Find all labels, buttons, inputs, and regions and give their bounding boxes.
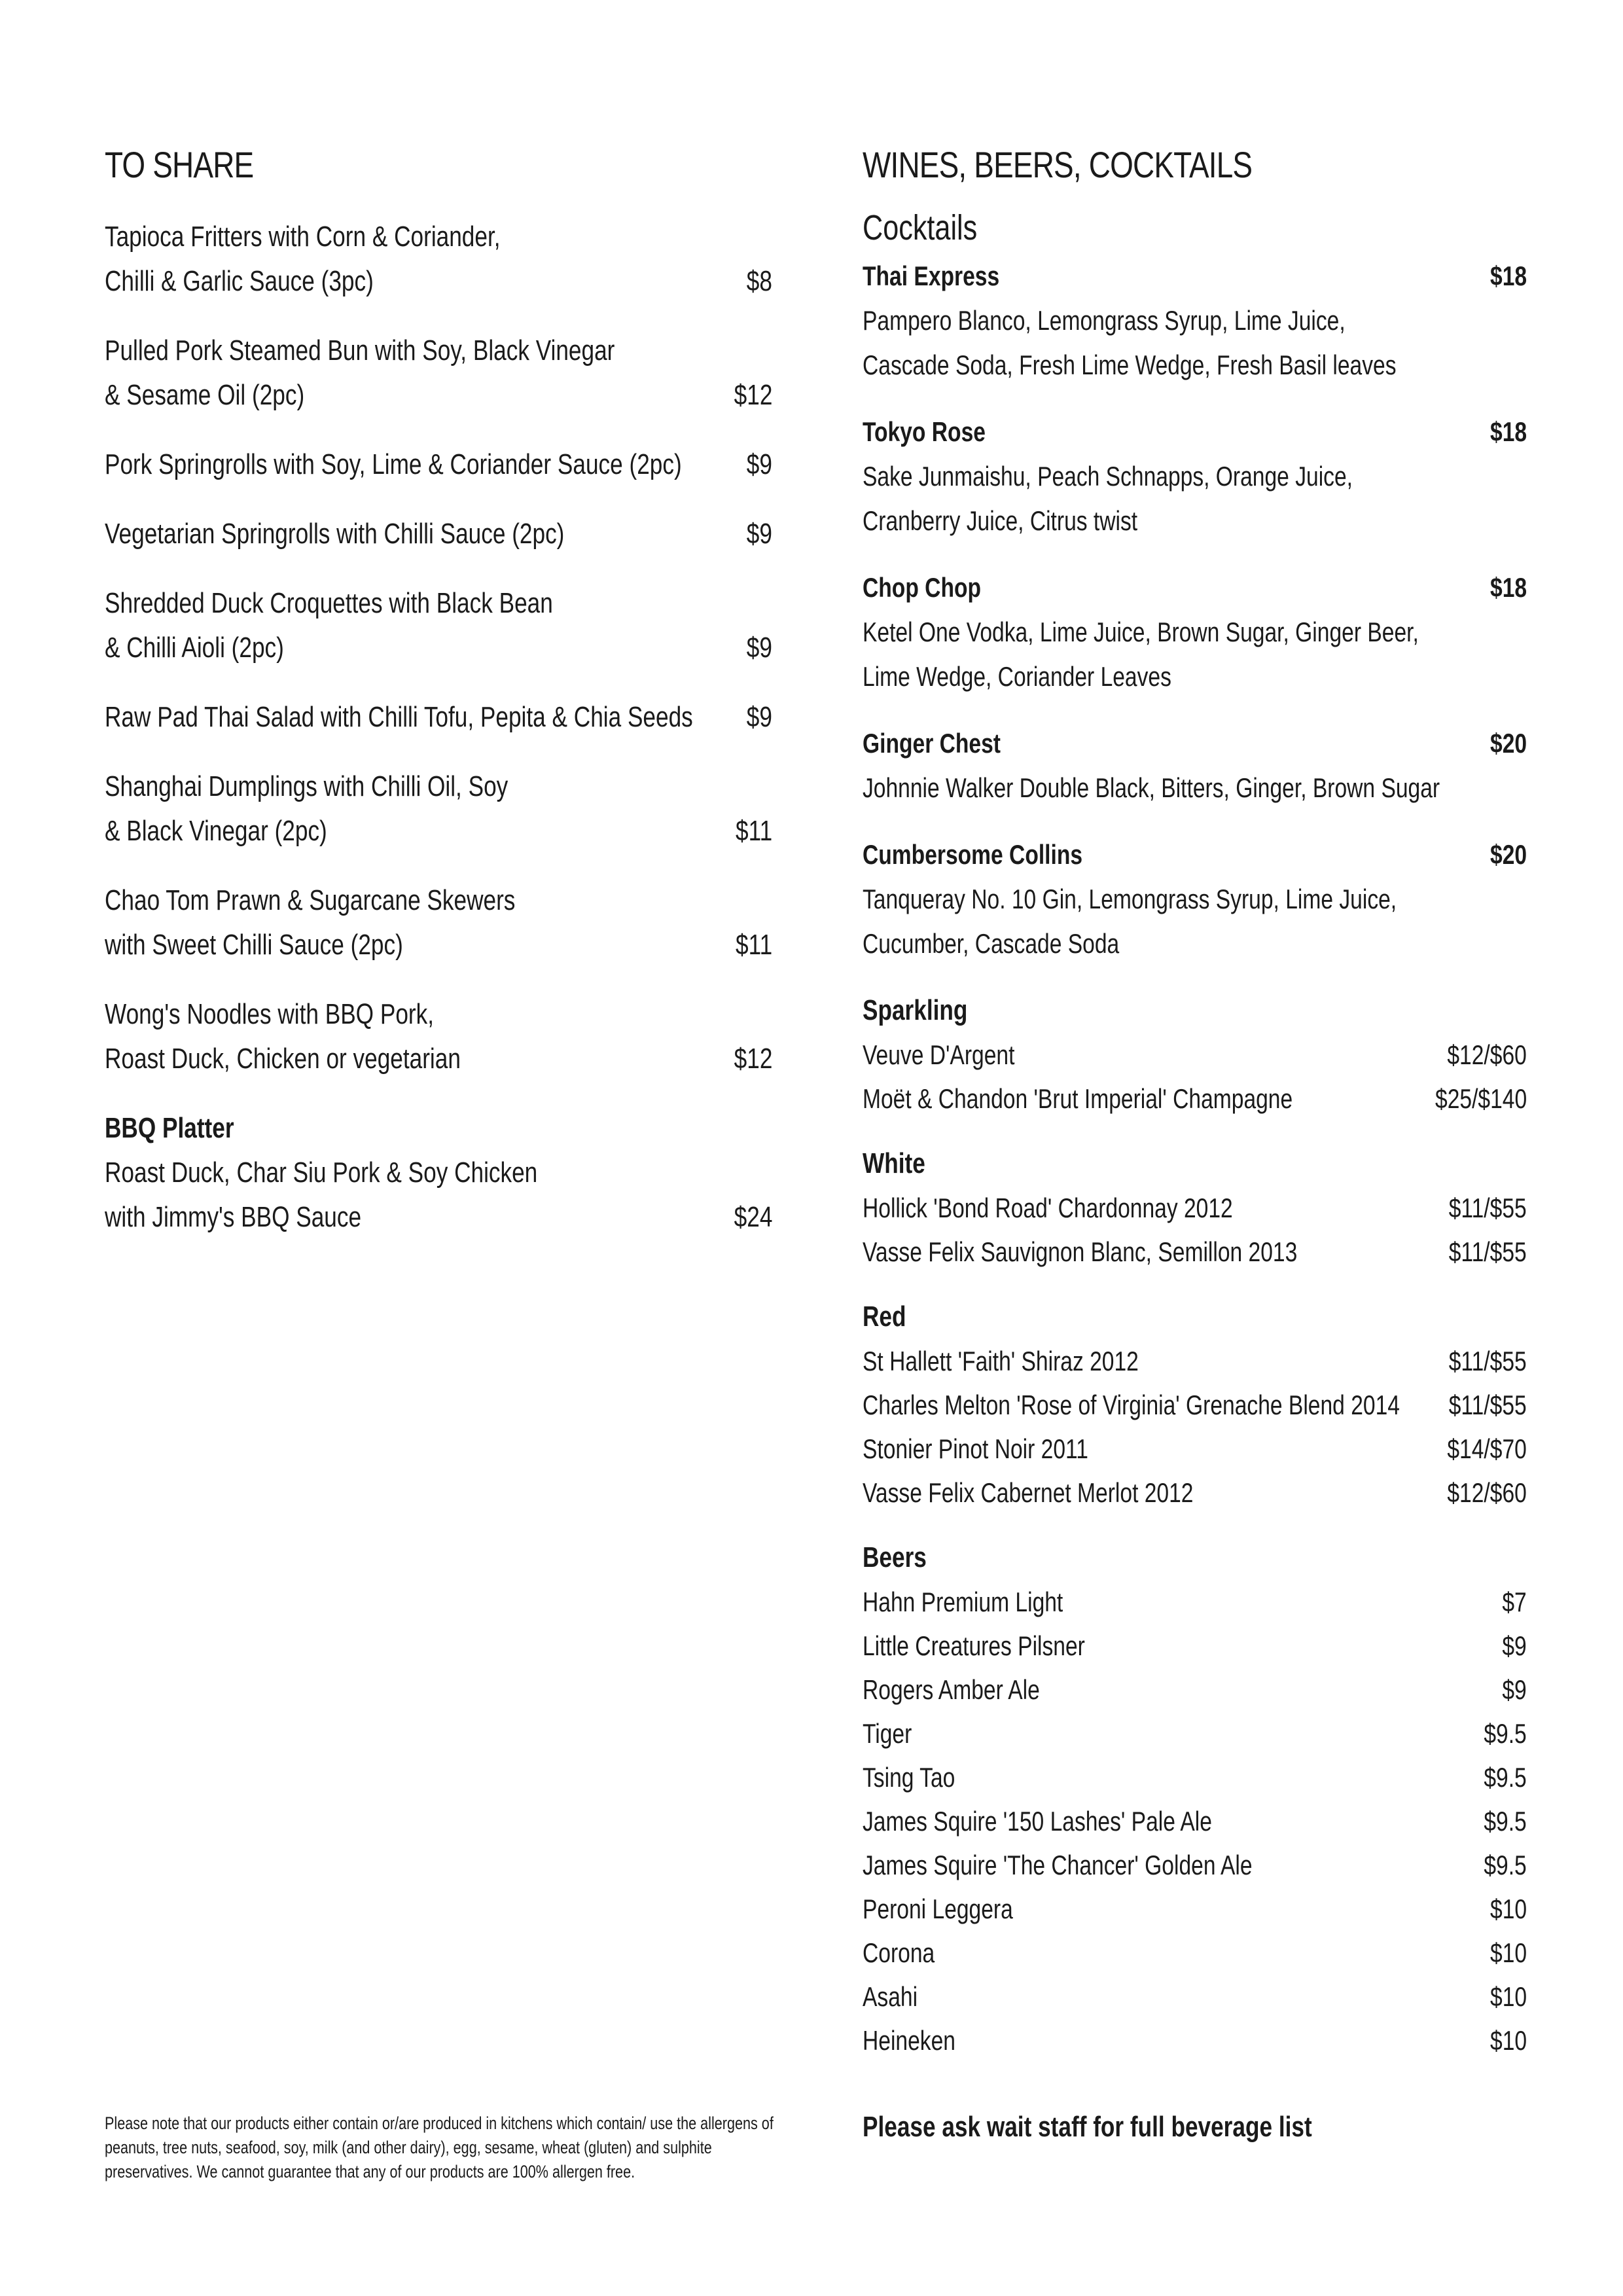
drink-row bbox=[863, 1755, 1527, 1799]
menu-item-price: $9 bbox=[746, 518, 772, 550]
drink-row bbox=[863, 1230, 1527, 1274]
drink-name: James Squire 'The Chancer' Golden Ale bbox=[863, 1850, 1253, 1881]
cocktail-item bbox=[863, 410, 1527, 543]
drink-price: $11/$55 bbox=[1449, 1390, 1527, 1421]
drink-row bbox=[863, 1668, 1527, 1712]
cocktail-name-row bbox=[863, 565, 1527, 610]
beverage-note: Please ask wait staff for full beverage list bbox=[863, 2111, 1312, 2143]
menu-item bbox=[105, 581, 772, 670]
cocktail-description: Cascade Soda, Fresh Lime Wedge, Fresh Basil leaves bbox=[863, 350, 1397, 381]
drink-row bbox=[863, 2018, 1527, 2062]
menu-item-price: $8 bbox=[746, 265, 772, 298]
cocktail-name: Tokyo Rose bbox=[863, 416, 986, 448]
drink-price: $11/$55 bbox=[1449, 1193, 1527, 1224]
drink-price: $11/$55 bbox=[1449, 1346, 1527, 1377]
drink-row bbox=[863, 1887, 1527, 1931]
drink-row bbox=[863, 1033, 1527, 1077]
menu-item-text: Pork Springrolls with Soy, Lime & Coriander Sauce (2pc) bbox=[105, 448, 682, 481]
drink-row bbox=[863, 1975, 1527, 2018]
drinks-section bbox=[863, 144, 1527, 2083]
drink-group-title: Red bbox=[863, 1300, 906, 1333]
drink-price: $9.5 bbox=[1484, 1762, 1527, 1793]
menu-item-price: $12 bbox=[734, 1043, 772, 1075]
cocktail-item bbox=[863, 565, 1527, 699]
cocktail-list bbox=[863, 254, 1527, 966]
menu-item bbox=[105, 695, 772, 740]
drink-price: $9.5 bbox=[1484, 1850, 1527, 1881]
drink-price: $11/$55 bbox=[1449, 1236, 1527, 1268]
menu-item-text: Roast Duck, Chicken or vegetarian bbox=[105, 1043, 461, 1075]
drink-group bbox=[863, 1295, 1527, 1515]
menu-item-text: Roast Duck, Char Siu Pork & Soy Chicken bbox=[105, 1157, 538, 1189]
drink-groups bbox=[863, 988, 1527, 2062]
cocktail-price: $18 bbox=[1489, 416, 1527, 448]
drink-name: Vasse Felix Sauvignon Blanc, Semillon 2013 bbox=[863, 1236, 1298, 1268]
drink-price: $12/$60 bbox=[1447, 1477, 1527, 1509]
drink-name: Hahn Premium Light bbox=[863, 1587, 1063, 1618]
drink-name: St Hallett 'Faith' Shiraz 2012 bbox=[863, 1346, 1139, 1377]
cocktail-name-row bbox=[863, 410, 1527, 454]
menu-item-text: Shanghai Dumplings with Chilli Oil, Soy bbox=[105, 770, 508, 803]
menu-item-text: Pulled Pork Steamed Bun with Soy, Black Vinegar bbox=[105, 334, 615, 367]
menu-item bbox=[105, 215, 772, 304]
menu-item bbox=[105, 764, 772, 853]
cocktail-price: $20 bbox=[1489, 839, 1527, 870]
cocktail-price: $18 bbox=[1489, 572, 1527, 603]
cocktail-description: Pampero Blanco, Lemongrass Syrup, Lime Juice, bbox=[863, 305, 1346, 336]
menu-item-price: $9 bbox=[746, 448, 772, 481]
drink-name: Peroni Leggera bbox=[863, 1893, 1013, 1925]
drink-price: $25/$140 bbox=[1435, 1083, 1527, 1115]
menu-item bbox=[105, 878, 772, 967]
cocktail-description: Ketel One Vodka, Lime Juice, Brown Sugar, Ginger Beer, bbox=[863, 617, 1419, 648]
drink-row bbox=[863, 1427, 1527, 1471]
drink-price: $10 bbox=[1489, 1981, 1527, 2013]
allergen-note: Please note that our products either contain or/are produced in kitchens which contain/ use the allergens of peanuts, tree nuts, seafood, soy, milk (and other dairy), egg, sesame, wheat (gluten) and sulphite preservatives. We cannot guarantee that any of our products are 100% allergen free. bbox=[105, 2113, 774, 2181]
drink-name: Little Creatures Pilsner bbox=[863, 1630, 1085, 1662]
drink-name: Hollick 'Bond Road' Chardonnay 2012 bbox=[863, 1193, 1233, 1224]
drink-row bbox=[863, 1471, 1527, 1515]
menu-item-price: $12 bbox=[734, 379, 772, 412]
drink-price: $12/$60 bbox=[1447, 1039, 1527, 1071]
menu-item-text: Raw Pad Thai Salad with Chilli Tofu, Pepita & Chia Seeds bbox=[105, 701, 693, 734]
menu-item-text: Vegetarian Springrolls with Chilli Sauce (2pc) bbox=[105, 518, 565, 550]
drink-row bbox=[863, 1383, 1527, 1427]
drink-name: Tiger bbox=[863, 1718, 912, 1749]
drink-row bbox=[863, 1339, 1527, 1383]
cocktails-title: Cocktails bbox=[863, 208, 978, 248]
cocktail-name: Ginger Chest bbox=[863, 728, 1001, 759]
drink-price: $10 bbox=[1489, 1893, 1527, 1925]
menu-item-text: Chilli & Garlic Sauce (3pc) bbox=[105, 265, 374, 298]
drink-group bbox=[863, 1141, 1527, 1274]
menu-item-text: with Sweet Chilli Sauce (2pc) bbox=[105, 929, 403, 961]
cocktail-item bbox=[863, 833, 1527, 966]
menu-item-text: & Sesame Oil (2pc) bbox=[105, 379, 305, 412]
drink-price: $10 bbox=[1489, 1937, 1527, 1969]
cocktail-name-row bbox=[863, 721, 1527, 766]
drink-row bbox=[863, 1077, 1527, 1121]
drink-name: Heineken bbox=[863, 2025, 955, 2056]
menu-item bbox=[105, 1106, 772, 1240]
drink-name: Moët & Chandon 'Brut Imperial' Champagne bbox=[863, 1083, 1293, 1115]
menu-item-text: Shredded Duck Croquettes with Black Bean bbox=[105, 587, 553, 620]
drink-name: Corona bbox=[863, 1937, 935, 1969]
drink-price: $10 bbox=[1489, 2025, 1527, 2056]
drink-row bbox=[863, 1931, 1527, 1975]
cocktail-price: $18 bbox=[1489, 260, 1527, 292]
cocktail-name-row bbox=[863, 254, 1527, 298]
menu-item bbox=[105, 329, 772, 418]
drink-price: $9 bbox=[1502, 1630, 1527, 1662]
cocktail-name: Cumbersome Collins bbox=[863, 839, 1083, 870]
menu-item-price: $11 bbox=[735, 815, 772, 848]
menu-item-text: & Chilli Aioli (2pc) bbox=[105, 632, 284, 664]
drink-group-title: White bbox=[863, 1147, 925, 1180]
drinks-title: WINES, BEERS, COCKTAILS bbox=[863, 144, 1253, 185]
drink-name: Vasse Felix Cabernet Merlot 2012 bbox=[863, 1477, 1194, 1509]
cocktail-description: Cucumber, Cascade Soda bbox=[863, 928, 1120, 960]
drink-row bbox=[863, 1580, 1527, 1624]
drink-row bbox=[863, 1799, 1527, 1843]
drink-price: $14/$70 bbox=[1447, 1433, 1527, 1465]
drink-name: Tsing Tao bbox=[863, 1762, 955, 1793]
menu-item-text: Chao Tom Prawn & Sugarcane Skewers bbox=[105, 884, 516, 917]
menu-item-text: Tapioca Fritters with Corn & Coriander, bbox=[105, 221, 501, 253]
drink-price: $9.5 bbox=[1484, 1806, 1527, 1837]
drink-row bbox=[863, 1624, 1527, 1668]
drink-name: Rogers Amber Ale bbox=[863, 1674, 1040, 1706]
drink-row bbox=[863, 1843, 1527, 1887]
to-share-title: TO SHARE bbox=[105, 144, 254, 185]
cocktail-description: Tanqueray No. 10 Gin, Lemongrass Syrup, Lime Juice, bbox=[863, 884, 1397, 915]
drink-price: $7 bbox=[1502, 1587, 1527, 1618]
drink-group-title: Beers bbox=[863, 1541, 927, 1574]
menu-item-text: with Jimmy's BBQ Sauce bbox=[105, 1201, 362, 1234]
menu-item-price: $24 bbox=[734, 1201, 772, 1234]
drink-group-title: Sparkling bbox=[863, 994, 968, 1027]
to-share-section bbox=[105, 144, 772, 1265]
drink-name: Asahi bbox=[863, 1981, 918, 2013]
menu-item-heading: BBQ Platter bbox=[105, 1112, 234, 1145]
menu-item-price: $9 bbox=[746, 632, 772, 664]
drink-name: Stonier Pinot Noir 2011 bbox=[863, 1433, 1088, 1465]
drink-name: James Squire '150 Lashes' Pale Ale bbox=[863, 1806, 1212, 1837]
cocktail-name-row bbox=[863, 833, 1527, 877]
menu-item bbox=[105, 992, 772, 1081]
menu-item bbox=[105, 512, 772, 556]
cocktail-description: Cranberry Juice, Citrus twist bbox=[863, 505, 1138, 537]
drink-name: Veuve D'Argent bbox=[863, 1039, 1015, 1071]
drink-row bbox=[863, 1712, 1527, 1755]
menu-item-text: & Black Vinegar (2pc) bbox=[105, 815, 327, 848]
drink-group bbox=[863, 1535, 1527, 2062]
drink-row bbox=[863, 1186, 1527, 1230]
menu-item bbox=[105, 442, 772, 487]
drink-price: $9 bbox=[1502, 1674, 1527, 1706]
drink-price: $9.5 bbox=[1484, 1718, 1527, 1749]
drink-group bbox=[863, 988, 1527, 1121]
menu-item-price: $11 bbox=[735, 929, 772, 961]
cocktail-name: Chop Chop bbox=[863, 572, 982, 603]
cocktail-item bbox=[863, 254, 1527, 387]
drink-name: Charles Melton 'Rose of Virginia' Grenache Blend 2014 bbox=[863, 1390, 1400, 1421]
cocktail-name: Thai Express bbox=[863, 260, 1000, 292]
to-share-list bbox=[105, 215, 772, 1240]
menu-item-text: Wong's Noodles with BBQ Pork, bbox=[105, 998, 434, 1031]
cocktail-description: Sake Junmaishu, Peach Schnapps, Orange Juice, bbox=[863, 461, 1353, 492]
cocktail-item bbox=[863, 721, 1527, 810]
cocktail-description: Johnnie Walker Double Black, Bitters, Ginger, Brown Sugar bbox=[863, 772, 1440, 804]
cocktail-price: $20 bbox=[1489, 728, 1527, 759]
cocktail-description: Lime Wedge, Coriander Leaves bbox=[863, 661, 1171, 692]
menu-item-price: $9 bbox=[746, 701, 772, 734]
